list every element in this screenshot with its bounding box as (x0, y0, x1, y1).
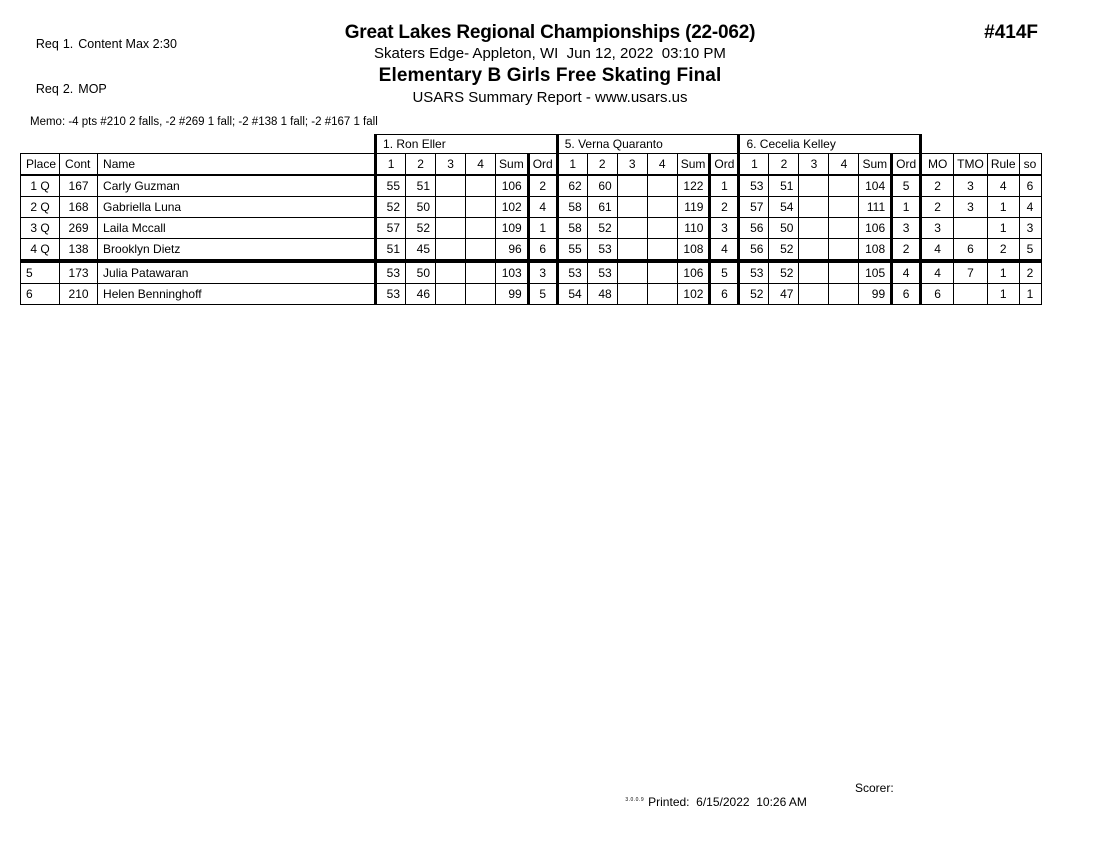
header-j5-ord: Ord (710, 154, 739, 176)
cell-rule: 1 (987, 197, 1019, 218)
cell-rule: 4 (987, 175, 1019, 197)
cell-j1-sum: 96 (496, 239, 529, 262)
table-row[interactable] (21, 197, 1042, 218)
cell-j5-sum: 110 (677, 218, 710, 239)
cell-contestant-number: 173 (60, 261, 98, 284)
venue-datetime-line: Skaters Edge- Appleton, WI Jun 12, 2022 03:10 PM (374, 45, 726, 62)
cell-j6-score4 (829, 218, 859, 239)
cell-j6-sum: 106 (859, 218, 892, 239)
cell-j1-score2: 51 (406, 175, 436, 197)
cell-j6-sum: 111 (859, 197, 892, 218)
cell-j6-score3 (799, 197, 829, 218)
requirement-label: Req (35, 37, 59, 51)
cell-so: 3 (1019, 218, 1041, 239)
cell-j6-score1: 53 (739, 261, 769, 284)
judge-header-5: 5. Verna Quaranto (557, 135, 739, 154)
cell-j5-sum: 108 (677, 239, 710, 262)
cell-j5-score2: 48 (587, 284, 617, 305)
header-j1-sum: Sum (496, 154, 529, 176)
cell-j6-score2: 50 (769, 218, 799, 239)
cell-j1-score3 (436, 284, 466, 305)
build-tag: 3.0.0.9 (625, 797, 645, 803)
cell-j1-score1: 53 (376, 284, 406, 305)
cell-j1-score3 (436, 261, 466, 284)
cell-j5-score1: 58 (557, 218, 587, 239)
cell-j5-score2: 52 (587, 218, 617, 239)
cell-j5-score3 (617, 175, 647, 197)
cell-contestant-number: 210 (60, 284, 98, 305)
cell-j1-score2: 45 (406, 239, 436, 262)
cell-j5-ord: 6 (710, 284, 739, 305)
cell-j5-sum: 119 (677, 197, 710, 218)
category-title: Elementary B Girls Free Skating Final (378, 65, 722, 86)
memo-line: Memo: -4 pts #210 2 falls, -2 #269 1 fall; -2 #138 1 fall; -2 #167 1 fall (30, 116, 378, 128)
cell-j5-score2: 53 (587, 239, 617, 262)
cell-j1-ord: 1 (528, 218, 557, 239)
column-header-row (21, 154, 1042, 176)
cell-j1-score4 (466, 261, 496, 284)
cell-so: 4 (1019, 197, 1041, 218)
cell-j5-ord: 2 (710, 197, 739, 218)
cell-so: 6 (1019, 175, 1041, 197)
cell-j1-score2: 50 (406, 261, 436, 284)
cell-j5-score3 (617, 261, 647, 284)
cell-j1-score4 (466, 284, 496, 305)
header-j1-score1: 1 (376, 154, 406, 176)
cell-j5-score4 (647, 175, 677, 197)
cell-place: 4 Q (21, 239, 60, 262)
table-row[interactable] (21, 261, 1042, 284)
cell-j6-sum: 104 (859, 175, 892, 197)
cell-j1-score3 (436, 218, 466, 239)
band-spacer (921, 135, 1041, 154)
cell-j1-ord: 3 (528, 261, 557, 284)
cell-j6-score3 (799, 218, 829, 239)
cell-mo: 3 (921, 218, 954, 239)
cell-skater-name: Gabriella Luna (98, 197, 376, 218)
cell-j6-score1: 57 (739, 197, 769, 218)
cell-tmo: 6 (954, 239, 988, 262)
cell-j6-score1: 56 (739, 239, 769, 262)
cell-j6-score4 (829, 197, 859, 218)
event-number: #414F (984, 22, 1038, 43)
header-j1-score2: 2 (406, 154, 436, 176)
requirement-number: 2. (62, 82, 74, 96)
cell-place: 6 (21, 284, 60, 305)
cell-j1-score4 (466, 239, 496, 262)
cell-j6-ord: 4 (892, 261, 921, 284)
cell-j1-ord: 6 (528, 239, 557, 262)
cell-j1-sum: 102 (496, 197, 529, 218)
cell-j5-score4 (647, 197, 677, 218)
cell-mo: 2 (921, 197, 954, 218)
cell-mo: 4 (921, 261, 954, 284)
cell-j5-ord: 5 (710, 261, 739, 284)
cell-j1-sum: 109 (496, 218, 529, 239)
cell-j5-score1: 62 (557, 175, 587, 197)
cell-j6-ord: 6 (892, 284, 921, 305)
print-stamp (612, 781, 807, 823)
cell-j5-sum: 106 (677, 261, 710, 284)
cell-tmo: 7 (954, 261, 988, 284)
cell-j6-score3 (799, 284, 829, 305)
cell-j5-sum: 122 (677, 175, 710, 197)
cell-j5-score3 (617, 197, 647, 218)
table-row[interactable] (21, 218, 1042, 239)
cell-j6-sum: 105 (859, 261, 892, 284)
cell-j5-score1: 53 (557, 261, 587, 284)
cell-skater-name: Julia Patawaran (98, 261, 376, 284)
cell-mo: 2 (921, 175, 954, 197)
cell-j1-score3 (436, 197, 466, 218)
cell-j1-score2: 50 (406, 197, 436, 218)
cell-contestant-number: 138 (60, 239, 98, 262)
header-j5-score4: 4 (647, 154, 677, 176)
cell-j6-score4 (829, 261, 859, 284)
cell-so: 1 (1019, 284, 1041, 305)
cell-j5-score1: 58 (557, 197, 587, 218)
cell-j6-score2: 51 (769, 175, 799, 197)
cell-j5-score2: 60 (587, 175, 617, 197)
table-row[interactable] (21, 175, 1042, 197)
cell-j6-score4 (829, 239, 859, 262)
band-spacer (21, 135, 376, 154)
cell-contestant-number: 269 (60, 218, 98, 239)
cell-j6-score1: 53 (739, 175, 769, 197)
cell-so: 5 (1019, 239, 1041, 262)
cell-j1-sum: 103 (496, 261, 529, 284)
cell-place: 3 Q (21, 218, 60, 239)
header-j1-score4: 4 (466, 154, 496, 176)
cell-j1-sum: 99 (496, 284, 529, 305)
cell-j6-sum: 108 (859, 239, 892, 262)
cell-j1-score1: 57 (376, 218, 406, 239)
cell-j5-score4 (647, 284, 677, 305)
header-j6-score4: 4 (829, 154, 859, 176)
cell-j6-score1: 56 (739, 218, 769, 239)
header-j5-score3: 3 (617, 154, 647, 176)
cell-tmo: 3 (954, 197, 988, 218)
cell-j6-score3 (799, 239, 829, 262)
cell-j1-ord: 2 (528, 175, 557, 197)
cell-j5-ord: 3 (710, 218, 739, 239)
requirement-label: Req (35, 82, 59, 96)
cell-j6-score2: 52 (769, 261, 799, 284)
header-j5-sum: Sum (677, 154, 710, 176)
cell-j1-ord: 5 (528, 284, 557, 305)
cell-j1-score4 (466, 197, 496, 218)
judge-header-6: 6. Cecelia Kelley (739, 135, 921, 154)
cell-j1-score2: 46 (406, 284, 436, 305)
cell-j5-score4 (647, 261, 677, 284)
cell-place: 1 Q (21, 175, 60, 197)
cell-contestant-number: 168 (60, 197, 98, 218)
header-mo: MO (921, 154, 954, 176)
header-j6-score3: 3 (799, 154, 829, 176)
cell-j6-score3 (799, 175, 829, 197)
cell-j5-score2: 61 (587, 197, 617, 218)
cell-contestant-number: 167 (60, 175, 98, 197)
cell-j6-ord: 2 (892, 239, 921, 262)
cell-j1-ord: 4 (528, 197, 557, 218)
cell-j6-ord: 3 (892, 218, 921, 239)
header-j6-score1: 1 (739, 154, 769, 176)
header-j6-score2: 2 (769, 154, 799, 176)
cell-j6-score1: 52 (739, 284, 769, 305)
table-row[interactable] (21, 239, 1042, 262)
cell-skater-name: Laila Mccall (98, 218, 376, 239)
cell-j6-score3 (799, 261, 829, 284)
requirement-text: Content Max 2:30 (78, 37, 177, 51)
cell-j1-sum: 106 (496, 175, 529, 197)
cell-j5-ord: 1 (710, 175, 739, 197)
cell-j5-score3 (617, 284, 647, 305)
cell-so: 2 (1019, 261, 1041, 284)
cell-tmo (954, 284, 988, 305)
header-so: so (1019, 154, 1041, 176)
cell-j6-score4 (829, 284, 859, 305)
cell-j5-score1: 54 (557, 284, 587, 305)
cell-j1-score1: 55 (376, 175, 406, 197)
header-j5-score2: 2 (587, 154, 617, 176)
cell-j1-score1: 52 (376, 197, 406, 218)
cell-j5-score3 (617, 239, 647, 262)
header-j1-score3: 3 (436, 154, 466, 176)
cell-j6-sum: 99 (859, 284, 892, 305)
cell-j5-sum: 102 (677, 284, 710, 305)
report-subtitle: USARS Summary Report - www.usars.us (412, 89, 688, 106)
cell-j6-ord: 1 (892, 197, 921, 218)
cell-j6-score2: 47 (769, 284, 799, 305)
cell-j1-score1: 53 (376, 261, 406, 284)
requirement-text: MOP (78, 82, 107, 96)
header-name: Name (98, 154, 376, 176)
judge-header-1: 1. Ron Eller (376, 135, 558, 154)
cell-j1-score1: 51 (376, 239, 406, 262)
header-j1-ord: Ord (528, 154, 557, 176)
cell-j1-score4 (466, 175, 496, 197)
cell-skater-name: Carly Guzman (98, 175, 376, 197)
cell-place: 5 (21, 261, 60, 284)
cell-rule: 1 (987, 218, 1019, 239)
cell-j1-score4 (466, 218, 496, 239)
header-j6-ord: Ord (892, 154, 921, 176)
header-tmo: TMO (954, 154, 988, 176)
cell-j6-ord: 5 (892, 175, 921, 197)
cell-rule: 1 (987, 284, 1019, 305)
cell-mo: 4 (921, 239, 954, 262)
cell-j6-score2: 54 (769, 197, 799, 218)
cell-j5-score1: 55 (557, 239, 587, 262)
cell-place: 2 Q (21, 197, 60, 218)
header-cont: Cont (60, 154, 98, 176)
cell-j6-score2: 52 (769, 239, 799, 262)
cell-j5-score3 (617, 218, 647, 239)
cell-tmo: 3 (954, 175, 988, 197)
judge-band-row (21, 135, 1042, 154)
cell-mo: 6 (921, 284, 954, 305)
header-place: Place (21, 154, 60, 176)
cell-j5-score4 (647, 239, 677, 262)
cell-j6-score4 (829, 175, 859, 197)
cell-j5-score4 (647, 218, 677, 239)
table-row[interactable] (21, 284, 1042, 305)
scorer-label: Scorer: (855, 781, 894, 795)
cell-rule: 1 (987, 261, 1019, 284)
event-title: Great Lakes Regional Championships (22-062) (344, 22, 756, 43)
cell-skater-name: Brooklyn Dietz (98, 239, 376, 262)
header-rule: Rule (987, 154, 1019, 176)
cell-j1-score3 (436, 175, 466, 197)
cell-tmo (954, 218, 988, 239)
printed-text: Printed: 6/15/2022 10:26 AM (648, 795, 807, 809)
results-table (20, 134, 1042, 305)
cell-j5-ord: 4 (710, 239, 739, 262)
header-j6-sum: Sum (859, 154, 892, 176)
cell-j1-score3 (436, 239, 466, 262)
cell-rule: 2 (987, 239, 1019, 262)
cell-j1-score2: 52 (406, 218, 436, 239)
cell-skater-name: Helen Benninghoff (98, 284, 376, 305)
report-header (0, 22, 1100, 108)
header-j5-score1: 1 (557, 154, 587, 176)
cell-j5-score2: 53 (587, 261, 617, 284)
requirement-number: 1. (62, 37, 74, 51)
